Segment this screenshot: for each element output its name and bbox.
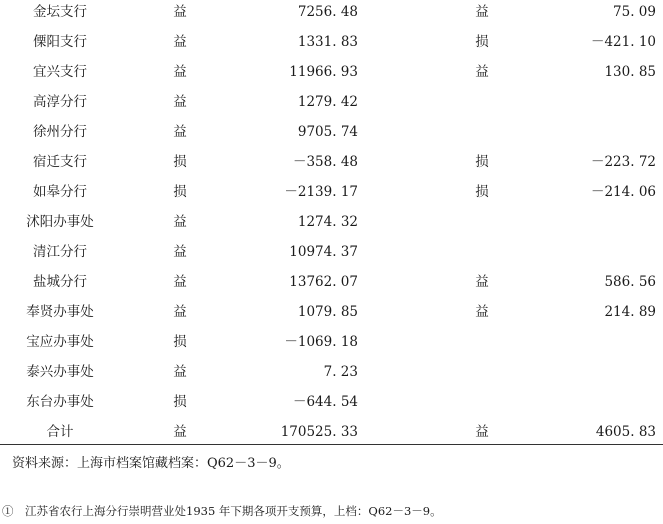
result-indicator-1: 益 <box>173 364 187 380</box>
result-indicator-2: 益 <box>475 64 489 80</box>
table-row <box>0 30 663 60</box>
amount-2: －214. 06 <box>590 184 656 200</box>
amount-2: 586. 56 <box>604 274 656 290</box>
amount-1: 9705. 74 <box>297 124 358 140</box>
amount-2: 130. 85 <box>604 64 656 80</box>
result-indicator-2: 益 <box>475 424 489 440</box>
branch-name: 高淳分行 <box>33 94 87 110</box>
branch-name: 奉贤办事处 <box>26 304 94 320</box>
table-row <box>0 270 663 300</box>
amount-1: 1279. 42 <box>297 94 358 110</box>
table-row <box>0 90 663 120</box>
amount-1: －644. 54 <box>292 394 358 410</box>
result-indicator-2: 损 <box>475 154 489 170</box>
result-indicator-1: 损 <box>173 154 187 170</box>
table-row <box>0 330 663 360</box>
branch-name: 东台办事处 <box>26 394 94 410</box>
result-indicator-1: 损 <box>173 394 187 410</box>
amount-1: 7. 23 <box>323 364 358 380</box>
result-indicator-1: 益 <box>173 214 187 230</box>
amount-1: 1079. 85 <box>297 304 358 320</box>
total-label: 合计 <box>46 424 74 440</box>
table-row <box>0 150 663 180</box>
amount-1: 1331. 83 <box>297 34 358 50</box>
table-bottom-rule <box>0 444 663 445</box>
result-indicator-1: 益 <box>173 64 187 80</box>
table-row <box>0 120 663 150</box>
result-indicator-1: 益 <box>173 304 187 320</box>
result-indicator-2: 损 <box>475 34 489 50</box>
table-row <box>0 390 663 420</box>
result-indicator-1: 益 <box>173 94 187 110</box>
branch-name: 泰兴办事处 <box>26 364 94 380</box>
amount-1: －1069. 18 <box>284 334 358 350</box>
table-row <box>0 0 663 30</box>
amount-2: 214. 89 <box>604 304 656 320</box>
branch-name: 清江分行 <box>33 244 87 260</box>
result-indicator-1: 益 <box>173 244 187 260</box>
branch-name: 徐州分行 <box>33 124 87 140</box>
branch-name: 盐城分行 <box>33 274 87 290</box>
amount-1: 13762. 07 <box>289 274 358 290</box>
result-indicator-2: 益 <box>475 274 489 290</box>
amount-2: 75. 09 <box>613 4 656 20</box>
source-note: 资料来源：上海市档案馆藏档案：Q62－3－9。 <box>12 456 290 471</box>
table-row <box>0 180 663 210</box>
result-indicator-2: 损 <box>475 184 489 200</box>
branch-name: 宿迁支行 <box>33 154 87 170</box>
total-row <box>0 420 663 450</box>
branch-name: 宜兴支行 <box>33 64 87 80</box>
footnote: ① 江苏省农行上海分行崇明营业处1935 年下期各项开支预算，上档：Q62－3－9。 <box>2 504 442 518</box>
branch-name: 宝应办事处 <box>26 334 94 350</box>
result-indicator-1: 益 <box>173 274 187 290</box>
result-indicator-2: 益 <box>475 4 489 20</box>
result-indicator-1: 益 <box>173 424 187 440</box>
result-indicator-1: 损 <box>173 334 187 350</box>
table-row <box>0 60 663 90</box>
amount-2: －421. 10 <box>590 34 656 50</box>
amount-1: 11966. 93 <box>289 64 358 80</box>
table-row <box>0 210 663 240</box>
result-indicator-1: 益 <box>173 34 187 50</box>
branch-name: 如皋分行 <box>33 184 87 200</box>
result-indicator-1: 损 <box>173 184 187 200</box>
amount-1: －2139. 17 <box>284 184 358 200</box>
amount-2: －223. 72 <box>590 154 656 170</box>
total-amount-2: 4605. 83 <box>595 424 656 440</box>
amount-1: －358. 48 <box>292 154 358 170</box>
branch-name: 傈阳支行 <box>33 34 87 50</box>
result-indicator-1: 益 <box>173 124 187 140</box>
branch-name: 沭阳办事处 <box>26 214 94 230</box>
table-row <box>0 360 663 390</box>
result-indicator-2: 益 <box>475 304 489 320</box>
result-indicator-1: 益 <box>173 4 187 20</box>
amount-1: 10974. 37 <box>289 244 358 260</box>
branch-name: 金坛支行 <box>33 4 87 20</box>
total-amount-1: 170525. 33 <box>280 424 358 440</box>
table-row <box>0 240 663 270</box>
table-row <box>0 300 663 330</box>
amount-1: 7256. 48 <box>297 4 358 20</box>
amount-1: 1274. 32 <box>297 214 358 230</box>
